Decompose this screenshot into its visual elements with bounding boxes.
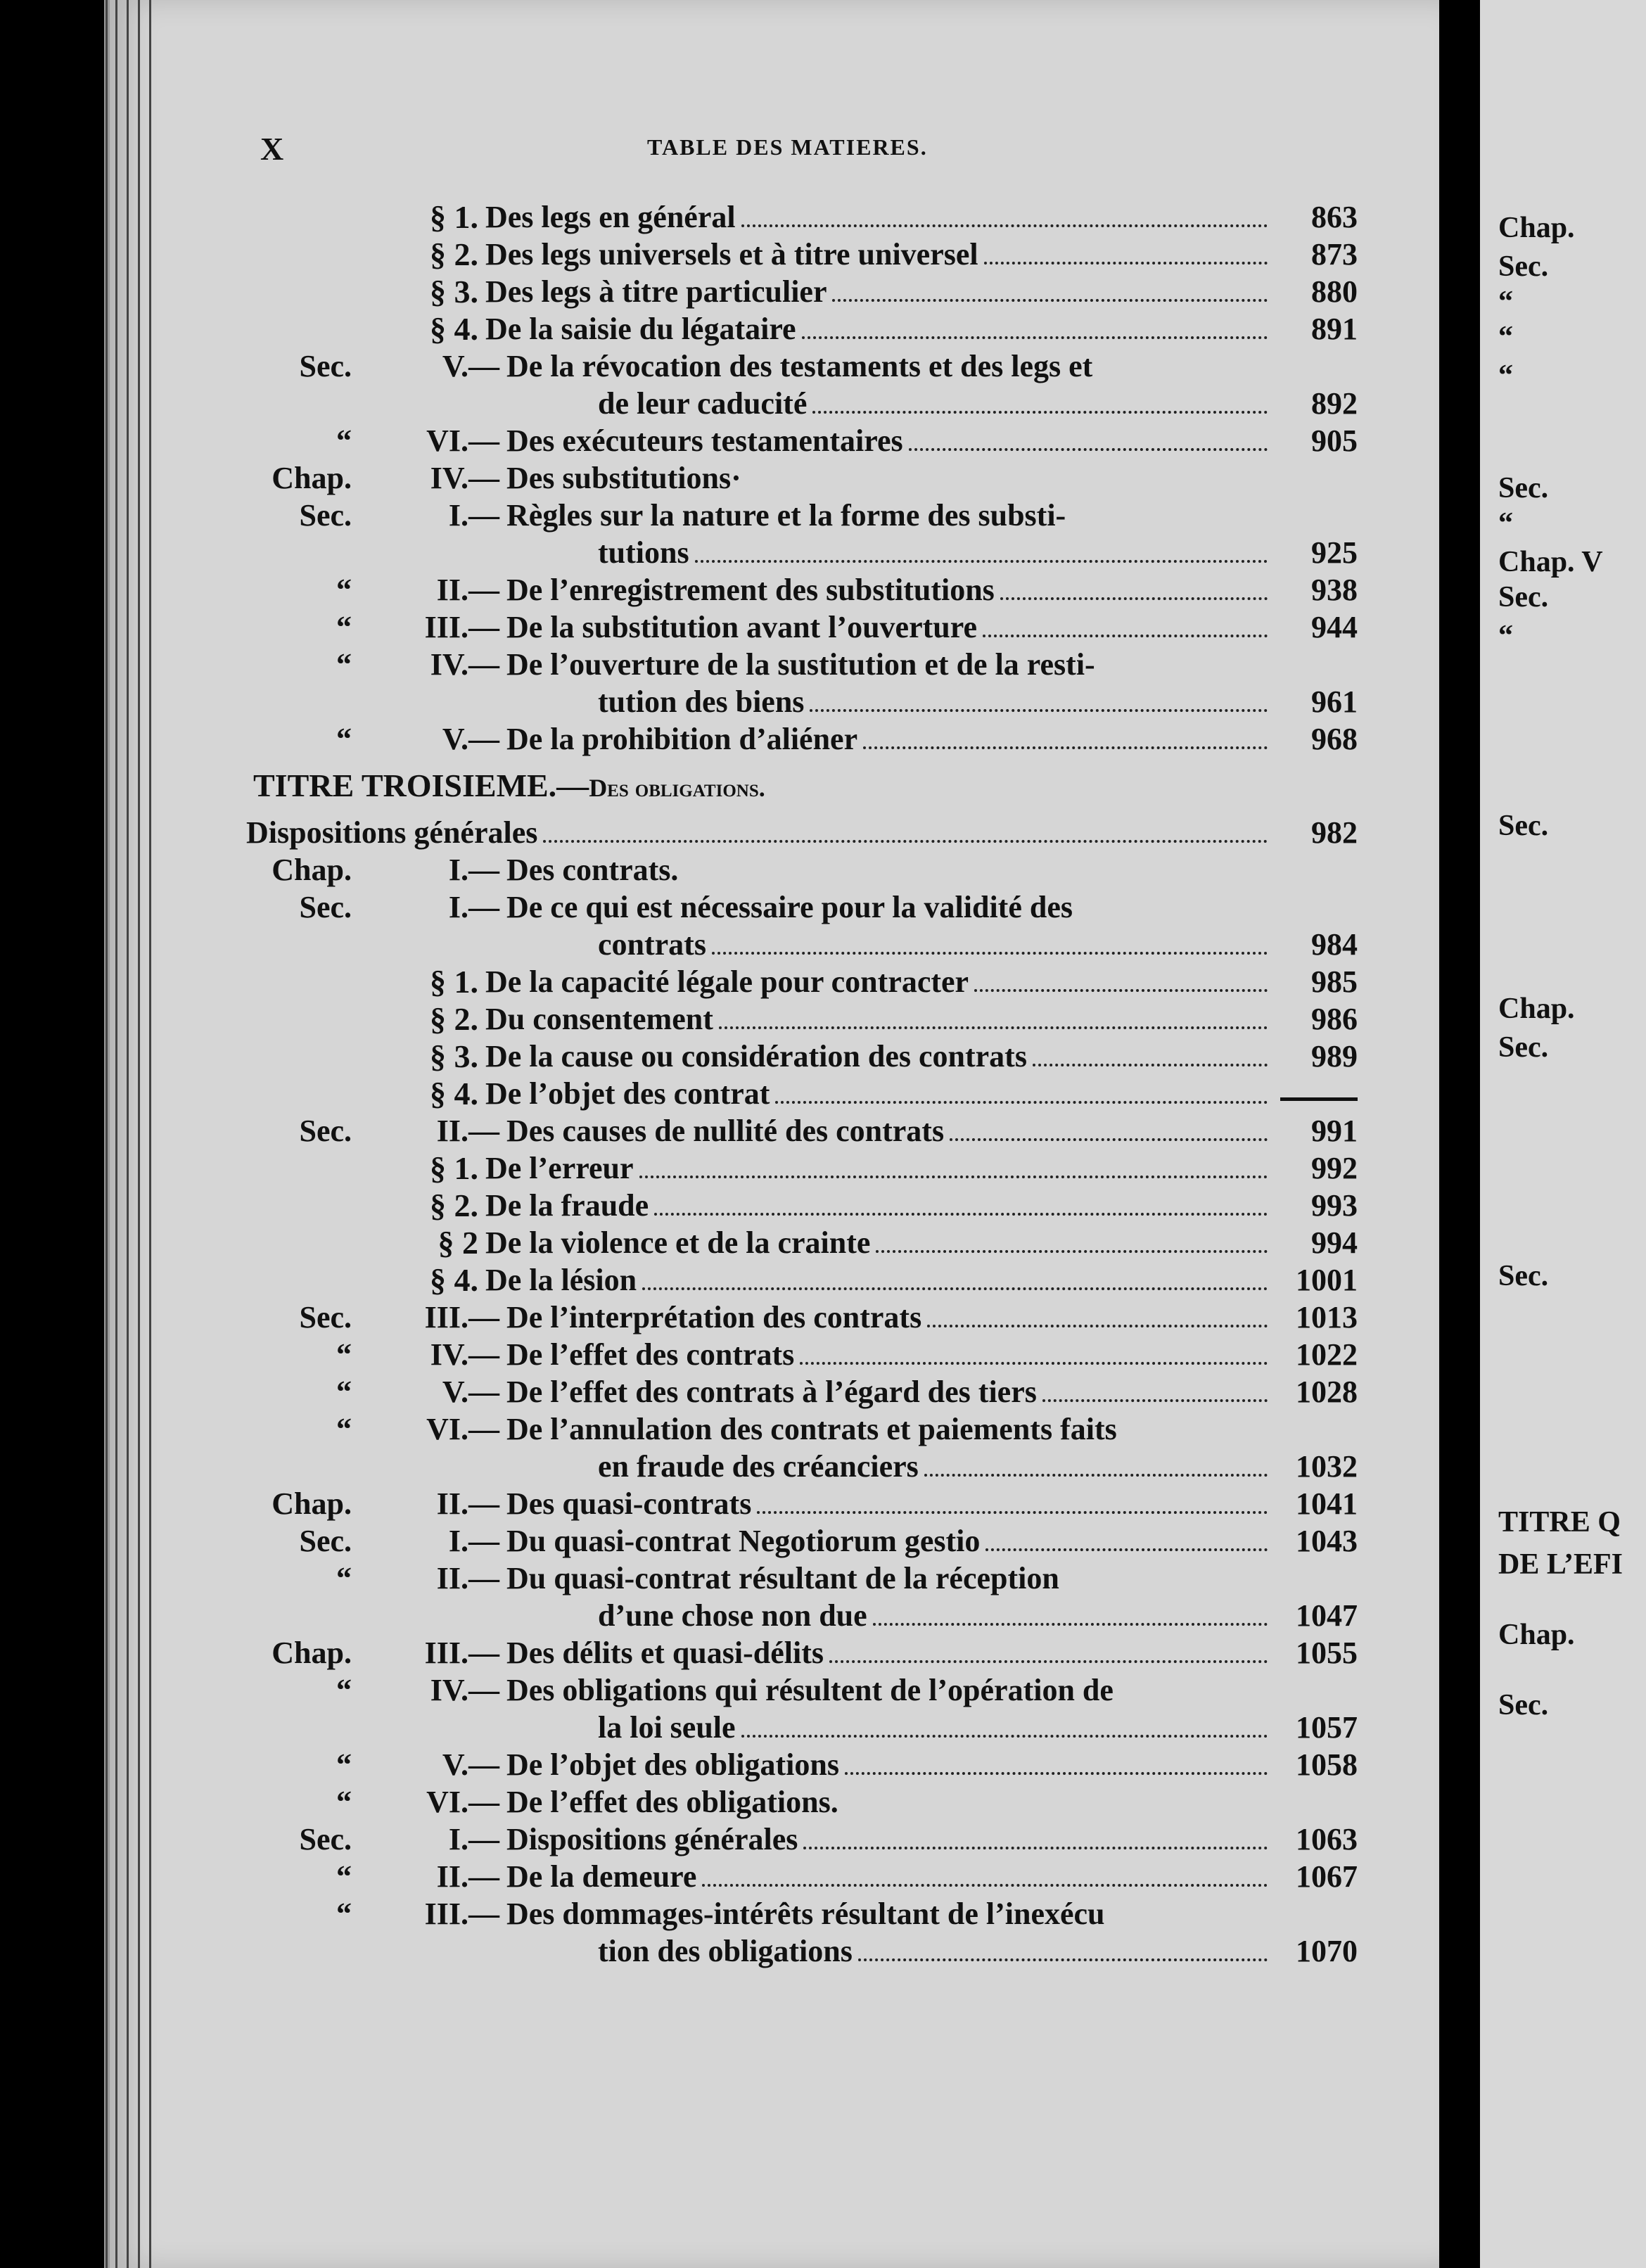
entry-title: De la lésion: [485, 1263, 637, 1297]
entry-text: [485, 1149, 1273, 1187]
toc-entry: [232, 1932, 1358, 1970]
facing-page-fragment: “: [1498, 321, 1513, 353]
dot-leader: [858, 1958, 1268, 1961]
entry-number: § 4.: [430, 311, 478, 347]
entry-label: Chap.: [272, 461, 352, 495]
entry-text: [485, 963, 1273, 1000]
entry-title: De l’ouverture de la sustitution et de la resti-: [506, 647, 1095, 682]
toc-entry: [232, 1261, 1358, 1299]
entry-number: V.—: [442, 349, 499, 383]
entry-number: § 3.: [430, 1038, 478, 1074]
entry-title: en fraude des créanciers: [598, 1449, 919, 1484]
dot-leader: [863, 746, 1268, 749]
entry-title: De l’erreur: [485, 1151, 634, 1185]
entry-text: [598, 1448, 1273, 1485]
entry-label: Chap.: [272, 853, 352, 887]
entry-page: 1047: [1296, 1598, 1358, 1633]
entry-text: [506, 1112, 1273, 1149]
toc-entry: [232, 926, 1358, 963]
entry-text: [485, 1075, 1273, 1112]
entry-title: Des causes de nullité des contrats: [506, 1114, 945, 1148]
entry-text: [506, 1671, 1358, 1709]
entry-title: De la demeure: [506, 1859, 697, 1894]
entry-title: De l’effet des contrats: [506, 1337, 795, 1372]
entry-text: [485, 198, 1273, 236]
entry-label: Sec.: [299, 1300, 352, 1334]
dot-leader: [876, 1250, 1268, 1253]
entry-label: “: [336, 1375, 352, 1409]
dot-leader: [1042, 1399, 1268, 1402]
entry-label: “: [336, 1747, 352, 1782]
entry-title: De la révocation des testaments et des legs et: [506, 349, 1093, 383]
entry-number: § 2: [438, 1225, 478, 1261]
dot-leader: [909, 448, 1268, 451]
entry-text: [506, 1634, 1273, 1671]
entry-label: “: [336, 1673, 352, 1707]
entry-page: 925: [1311, 535, 1358, 570]
dot-leader: [924, 1474, 1268, 1477]
entry-label: Sec.: [299, 890, 352, 924]
entry-number: III.—: [424, 1897, 499, 1931]
entry-text: [506, 1560, 1358, 1597]
page-number: X: [260, 131, 284, 167]
entry-page: 1032: [1296, 1449, 1358, 1484]
toc-entry: [232, 1448, 1358, 1485]
entry-page: 1028: [1296, 1375, 1358, 1409]
dot-leader: [642, 1287, 1268, 1290]
entry-label: Sec.: [299, 498, 352, 533]
entry-page: 905: [1311, 423, 1358, 458]
entry-label: Sec.: [299, 349, 352, 383]
entry-page: 1041: [1296, 1486, 1358, 1521]
entry-title: Des legs en général: [485, 200, 736, 234]
entry-text: [506, 1299, 1273, 1336]
entry-page: 863: [1311, 200, 1358, 234]
entry-number: II.—: [436, 1114, 499, 1148]
toc-entry: [232, 1075, 1358, 1112]
entry-label: Chap.: [272, 1486, 352, 1521]
toc-entry: [232, 683, 1358, 720]
entry-title: De l’effet des obligations.: [506, 1785, 838, 1819]
entry-label: “: [336, 423, 352, 458]
entry-page: 1067: [1296, 1859, 1358, 1894]
facing-page-fragment: Sec.: [1498, 1260, 1549, 1292]
entry-text: [506, 1410, 1358, 1448]
entry-text: [506, 422, 1273, 459]
toc-entry: [232, 1858, 1358, 1895]
dot-leader: [639, 1176, 1268, 1178]
entry-label: Sec.: [299, 1114, 352, 1148]
entry-label: “: [336, 1859, 352, 1894]
facing-page-fragment: “: [1498, 620, 1513, 652]
toc-entry: [232, 198, 1358, 236]
toc-entry: [232, 1485, 1358, 1522]
dot-leader: [719, 1026, 1268, 1029]
entry-text: [506, 1373, 1273, 1410]
toc-entry: [232, 1560, 1358, 1597]
entry-number: I.—: [448, 1524, 499, 1558]
entry-text: [506, 1522, 1273, 1560]
titre-sub: Des obligations.: [589, 774, 765, 802]
dot-leader: [829, 1660, 1268, 1663]
dot-leader: [984, 262, 1268, 265]
facing-page-fragment: TITRE Q: [1498, 1506, 1621, 1538]
entry-text: [485, 1000, 1273, 1038]
toc-entry: [232, 1000, 1358, 1038]
dot-leader: [832, 299, 1268, 302]
entry-text: [598, 385, 1273, 422]
toc-entry: [232, 1895, 1358, 1932]
entry-number: § 4.: [430, 1262, 478, 1298]
entry-title: De la saisie du légataire: [485, 312, 796, 346]
entry-label: “: [336, 647, 352, 682]
toc-entry: [232, 1038, 1358, 1075]
entry-text: [506, 720, 1273, 758]
entry-title: Des délits et quasi-délits: [506, 1636, 824, 1670]
entry-page: 993: [1311, 1188, 1358, 1223]
entry-number: § 2.: [430, 1001, 478, 1037]
entry-number: § 3.: [430, 274, 478, 310]
entry-page: 1043: [1296, 1524, 1358, 1558]
entry-title: Des obligations qui résultent de l’opération de: [506, 1673, 1114, 1707]
facing-page-fragment: Chap.: [1498, 212, 1575, 244]
entry-number: I.—: [448, 890, 499, 924]
entry-title: De la fraude: [485, 1188, 649, 1223]
toc-entry: [232, 348, 1358, 385]
toc-entry: [232, 1522, 1358, 1560]
toc-entry: [232, 236, 1358, 273]
entry-label: “: [336, 1897, 352, 1931]
toc-entry: [232, 571, 1358, 609]
entry-text: [598, 926, 1273, 963]
dot-leader: [983, 635, 1268, 637]
entry-title: Des legs universels et à titre universel: [485, 237, 978, 272]
entry-text: [485, 310, 1273, 348]
dot-leader: [695, 560, 1268, 563]
titre-heading: [253, 758, 1358, 814]
entry-title: Du quasi-contrat Negotiorum gestio: [506, 1524, 981, 1558]
dot-leader: [741, 224, 1268, 227]
entry-label: “: [336, 573, 352, 607]
facing-page: [1470, 0, 1646, 2268]
dot-leader: [802, 336, 1268, 339]
entry-number: II.—: [436, 1486, 499, 1521]
entry-page: 968: [1311, 722, 1358, 756]
entry-title: Des quasi-contrats: [506, 1486, 752, 1521]
entry-page: 1013: [1296, 1300, 1358, 1334]
entry-title: De l’objet des contrat: [485, 1076, 770, 1111]
entry-title: De l’effet des contrats à l’égard des tiers: [506, 1375, 1037, 1409]
entry-number: III.—: [424, 1300, 499, 1334]
dot-leader: [927, 1325, 1268, 1327]
entry-title: De la cause ou considération des contrats: [485, 1039, 1027, 1074]
entry-title: De la violence et de la crainte: [485, 1225, 871, 1260]
dot-leader: [985, 1548, 1268, 1551]
facing-page-fragment: “: [1498, 507, 1513, 540]
entry-text: [506, 1821, 1273, 1858]
entry-title: d’une chose non due: [598, 1598, 867, 1633]
entry-text: [506, 459, 1358, 497]
entry-page: 986: [1311, 1002, 1358, 1036]
entry-page: 1022: [1296, 1337, 1358, 1372]
entry-page: 1055: [1296, 1636, 1358, 1670]
dot-leader: [741, 1735, 1268, 1738]
entry-label: “: [336, 1412, 352, 1446]
entry-text: [506, 1336, 1273, 1373]
entry-title: De l’annulation des contrats et paiements faits: [506, 1412, 1117, 1446]
entry-page: 1057: [1296, 1710, 1358, 1745]
toc-entry: [232, 1783, 1358, 1821]
entry-label: “: [336, 1337, 352, 1372]
entry-title: De la substitution avant l’ouverture: [506, 610, 977, 644]
entry-title: tion des obligations: [598, 1934, 853, 1968]
entry-label: Sec.: [299, 1524, 352, 1558]
entry-page: 992: [1311, 1151, 1358, 1185]
entry-page: 1063: [1296, 1822, 1358, 1856]
entry-text: [485, 1261, 1273, 1299]
toc-section-b: [232, 814, 1358, 1970]
entry-number: V.—: [442, 1747, 499, 1782]
entry-number: V.—: [442, 722, 499, 756]
facing-page-fragment: Sec.: [1498, 1689, 1549, 1721]
entry-page: 961: [1311, 684, 1358, 719]
toc-entry: [232, 1299, 1358, 1336]
toc-entry: [232, 534, 1358, 571]
entry-label: Chap.: [272, 1636, 352, 1670]
entry-number: I.—: [448, 498, 499, 533]
entry-number: IV.—: [430, 1337, 499, 1372]
entry-text: [598, 534, 1273, 571]
toc-entry: [232, 422, 1358, 459]
entry-number: § 2.: [430, 236, 478, 272]
dot-leader: [702, 1884, 1268, 1887]
facing-page-fragment: “: [1498, 359, 1513, 392]
entry-number: III.—: [424, 1636, 499, 1670]
entry-text: [598, 1932, 1273, 1970]
entry-title: De ce qui est nécessaire pour la validité des: [506, 890, 1073, 924]
entry-page: 989: [1311, 1039, 1358, 1074]
entry-title: Des contrats.: [506, 853, 679, 887]
dot-leader: [974, 989, 1268, 992]
dot-leader: [950, 1138, 1268, 1141]
entry-text: [246, 814, 1273, 851]
entry-number: VI.—: [426, 1785, 499, 1819]
facing-page-fragment: Sec.: [1498, 810, 1549, 842]
facing-page-fragment: Chap.: [1498, 1619, 1575, 1651]
facing-page-fragment: Sec.: [1498, 581, 1549, 613]
facing-page-fragment: DE L’EFI: [1498, 1548, 1623, 1581]
facing-page-fragment: Sec.: [1498, 472, 1549, 504]
entry-page: 1058: [1296, 1747, 1358, 1782]
toc-entry: [232, 1373, 1358, 1410]
entry-number: II.—: [436, 1561, 499, 1595]
entry-text: [506, 497, 1358, 534]
entry-text: [506, 851, 1358, 888]
dot-leader: [803, 1847, 1268, 1849]
toc-entry: [232, 1671, 1358, 1709]
toc-entry: [232, 1709, 1358, 1746]
entry-title: Des exécuteurs testamentaires: [506, 423, 903, 458]
dot-leader: [800, 1362, 1268, 1365]
facing-page-fragment: Chap.: [1498, 993, 1575, 1025]
toc-entry: [232, 1634, 1358, 1671]
toc-entry: [232, 1746, 1358, 1783]
entry-number: I.—: [448, 853, 499, 887]
entry-text: [598, 1709, 1273, 1746]
toc-entry: [232, 310, 1358, 348]
entry-title: De l’objet des obligations: [506, 1747, 839, 1782]
entry-title: De la capacité légale pour contracter: [485, 964, 969, 999]
entry-text: [506, 1858, 1273, 1895]
toc-entry: [232, 1112, 1358, 1149]
entry-label: Sec.: [299, 1822, 352, 1856]
entry-title: Des dommages-intérêts résultant de l’inexécu: [506, 1897, 1105, 1931]
toc-entry: [232, 1224, 1358, 1261]
toc-entry: [232, 273, 1358, 310]
entry-label: “: [336, 1561, 352, 1595]
dot-leader: [810, 709, 1268, 712]
entry-title: contrats: [598, 927, 706, 962]
toc-entry: [232, 963, 1358, 1000]
entry-title: De la prohibition d’aliéner: [506, 722, 858, 756]
entry-text: [506, 348, 1358, 385]
entry-page: 873: [1311, 237, 1358, 272]
entry-number: II.—: [436, 573, 499, 607]
entry-page: 880: [1311, 274, 1358, 309]
entry-page: 892: [1311, 386, 1358, 421]
dot-leader: [757, 1511, 1268, 1514]
entry-page: 891: [1311, 312, 1358, 346]
toc-entry: [232, 1149, 1358, 1187]
toc-entry: [232, 888, 1358, 926]
dot-leader: [712, 952, 1268, 955]
entry-page: 985: [1311, 964, 1358, 999]
toc-entry: [232, 851, 1358, 888]
entry-number: III.—: [424, 610, 499, 644]
toc-entry: [232, 1336, 1358, 1373]
entry-title: Dispositions générales: [246, 815, 538, 850]
entry-number: § 4.: [430, 1076, 478, 1111]
entry-text: [485, 1038, 1273, 1075]
entry-page: 994: [1311, 1225, 1358, 1260]
entry-number: V.—: [442, 1375, 499, 1409]
entry-page: 944: [1311, 610, 1358, 644]
toc-entry: [232, 385, 1358, 422]
ditto-rule: [1280, 1097, 1358, 1101]
entry-text: [506, 888, 1358, 926]
dot-leader: [1000, 597, 1268, 600]
entry-text: [485, 273, 1273, 310]
entry-number: § 1.: [430, 964, 478, 1000]
entry-text: [598, 1597, 1273, 1634]
facing-page-fragment: Sec.: [1498, 250, 1549, 283]
entry-text: [506, 571, 1273, 609]
toc-entry: [232, 1187, 1358, 1224]
dot-leader: [845, 1772, 1268, 1775]
entry-page: 984: [1311, 927, 1358, 962]
entry-title: Du quasi-contrat résultant de la réception: [506, 1561, 1059, 1595]
entry-number: II.—: [436, 1859, 499, 1894]
facing-page-fragment: Chap. V: [1498, 546, 1603, 578]
toc-entry: [232, 1410, 1358, 1448]
entry-number: § 1.: [430, 1150, 478, 1186]
entry-number: § 2.: [430, 1187, 478, 1223]
entry-page: 991: [1311, 1114, 1358, 1148]
entry-title: de leur caducité: [598, 386, 808, 421]
toc-entry: [232, 459, 1358, 497]
page-header: [260, 130, 1400, 165]
running-title: TABLE DES MATIERES.: [647, 134, 928, 160]
entry-title: Règles sur la nature et la forme des substi-: [506, 498, 1066, 533]
entry-text: [506, 1895, 1358, 1932]
entry-title: la loi seule: [598, 1710, 736, 1745]
toc-entry: [232, 609, 1358, 646]
entry-number: VI.—: [426, 423, 499, 458]
entry-label: “: [336, 1785, 352, 1819]
toc-entry: [232, 646, 1358, 683]
entry-title: Dispositions générales: [506, 1822, 798, 1856]
toc-entry: [232, 497, 1358, 534]
facing-page-fragment: “: [1498, 286, 1513, 318]
entry-title: Du consentement: [485, 1002, 713, 1036]
entry-text: [506, 1783, 1358, 1821]
toc-entry: [232, 1597, 1358, 1634]
entry-page: 1001: [1296, 1263, 1358, 1297]
toc-entry: [232, 720, 1358, 758]
entry-title: De l’enregistrement des substitutions: [506, 573, 995, 607]
entry-title: Des legs à titre particulier: [485, 274, 827, 309]
entry-text: [506, 1485, 1273, 1522]
entry-text: [506, 646, 1358, 683]
dot-leader: [654, 1213, 1268, 1216]
toc-entry: [232, 1821, 1358, 1858]
titre-main: TITRE TROISIEME.—: [253, 767, 589, 803]
entry-text: [506, 609, 1273, 646]
entry-label: “: [336, 610, 352, 644]
dot-leader: [775, 1101, 1268, 1104]
entry-number: IV.—: [430, 461, 499, 495]
facing-page-fragment: Sec.: [1498, 1031, 1549, 1064]
toc-section-a: [232, 198, 1358, 758]
entry-text: [506, 1746, 1273, 1783]
entry-number: I.—: [448, 1822, 499, 1856]
page-edges: [106, 0, 155, 2268]
entry-number: VI.—: [426, 1412, 499, 1446]
entry-page: 1070: [1296, 1934, 1358, 1968]
table-of-contents: [232, 198, 1358, 1970]
toc-entry: [232, 814, 1358, 851]
entry-title: De l’interprétation des contrats: [506, 1300, 922, 1334]
entry-title: tution des biens: [598, 684, 805, 719]
entry-text: [598, 683, 1273, 720]
entry-text: [485, 1224, 1273, 1261]
entry-number: IV.—: [430, 1673, 499, 1707]
dot-leader: [812, 411, 1268, 414]
entry-text: [485, 1187, 1273, 1224]
dot-leader: [873, 1623, 1268, 1626]
entry-page: 982: [1311, 815, 1358, 850]
entry-label: “: [336, 722, 352, 756]
dot-leader: [543, 840, 1268, 843]
entry-title: Des substitutions·: [506, 461, 741, 495]
dot-leader: [1033, 1064, 1268, 1066]
entry-number: IV.—: [430, 647, 499, 682]
entry-text: [485, 236, 1273, 273]
entry-number: § 1.: [430, 199, 478, 235]
entry-title: tutions: [598, 535, 689, 570]
entry-page: 938: [1311, 573, 1358, 607]
